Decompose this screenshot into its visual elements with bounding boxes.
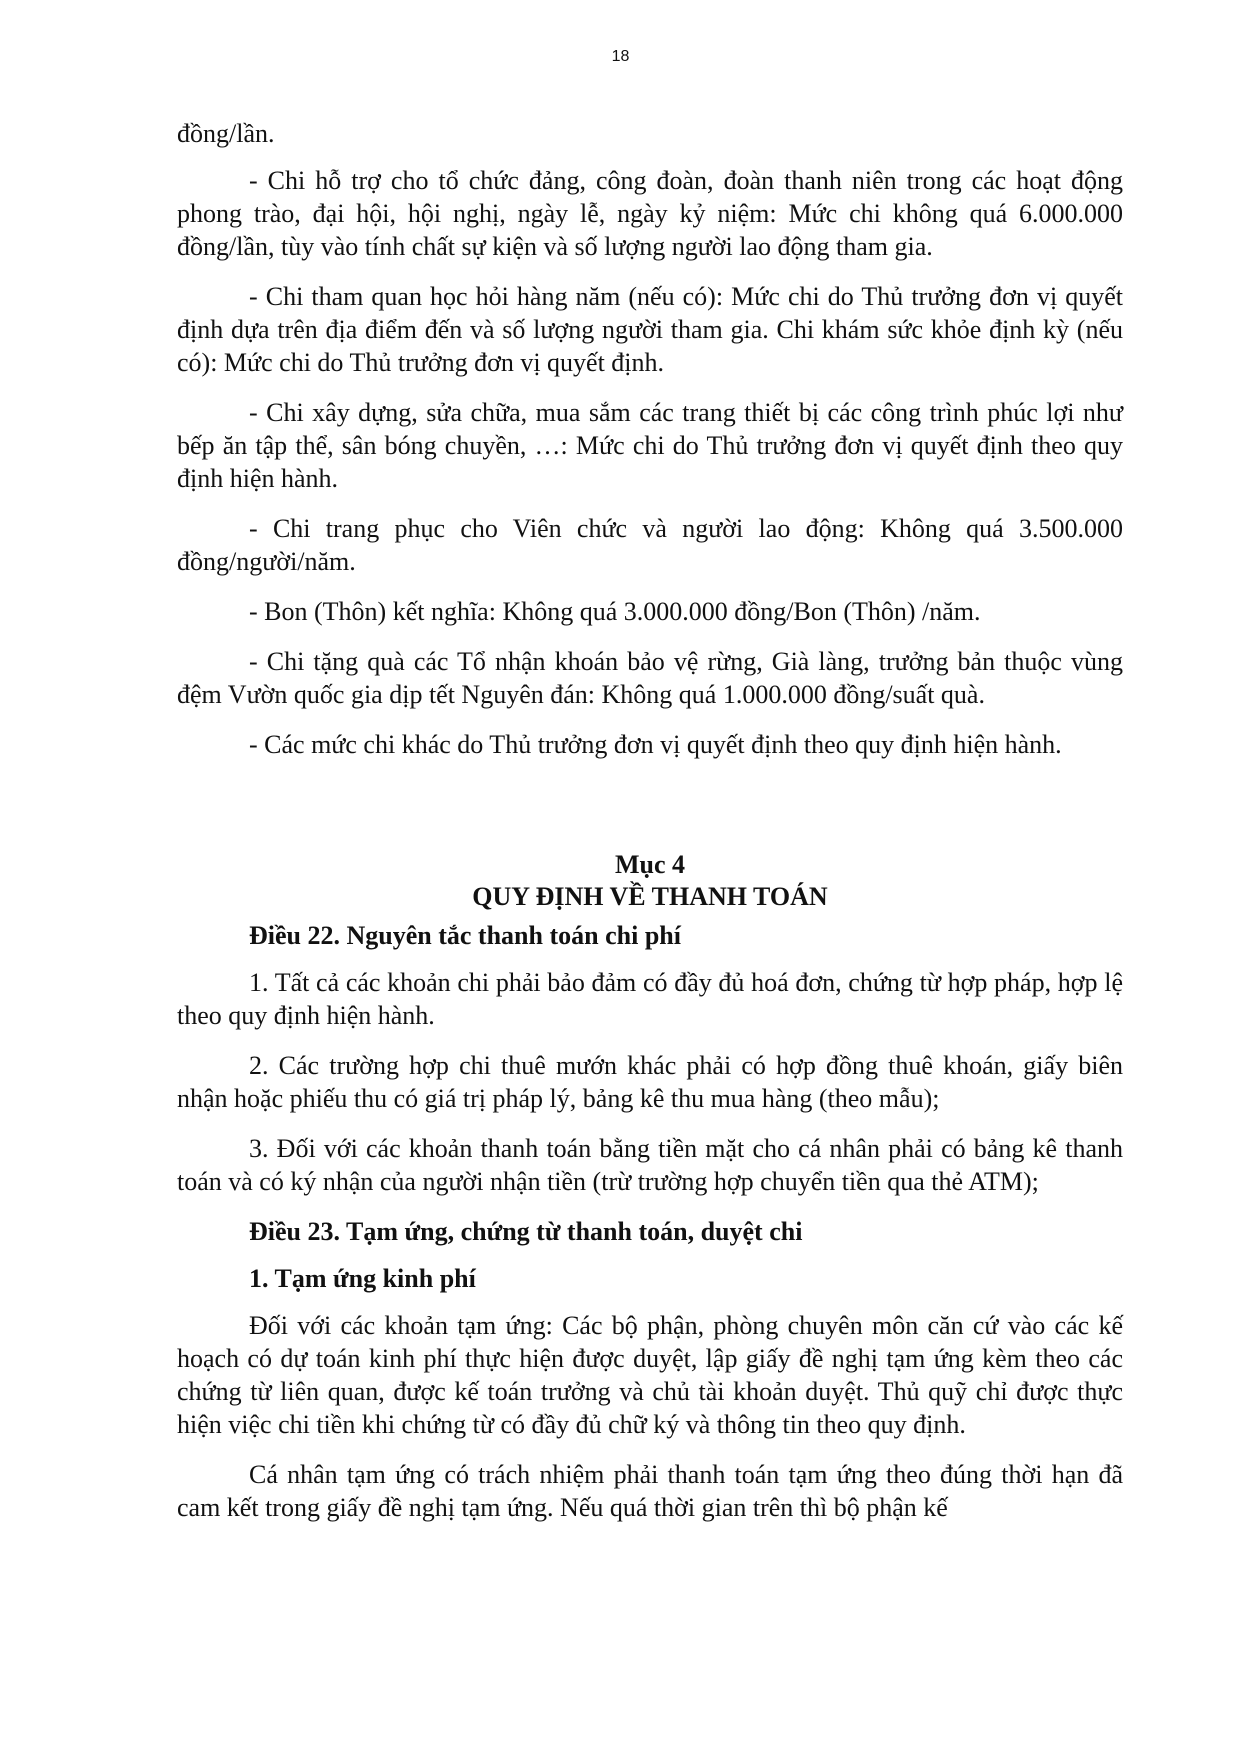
article-23-subheading: 1. Tạm ứng kinh phí: [249, 1264, 476, 1293]
document-body: [177, 117, 1123, 1541]
article-22-heading: Điều 22. Nguyên tắc thanh toán chi phí: [249, 921, 681, 950]
continuation-text: đồng/lần.: [177, 119, 275, 148]
section-title: QUY ĐỊNH VỀ THANH TOÁN: [472, 882, 828, 911]
article-22-item: 1. Tất cả các khoản chi phải bảo đảm có đầy đủ hoá đơn, chứng từ hợp pháp, hợp lệ theo quy định hiện hành.: [177, 968, 1123, 1030]
bullet-item: - Các mức chi khác do Thủ trưởng đơn vị quyết định theo quy định hiện hành.: [249, 730, 1062, 759]
section-label: Mục 4: [614, 850, 686, 879]
article-22-item: 3. Đối với các khoản thanh toán bằng tiền mặt cho cá nhân phải có bảng kê thanh toán và có ký nhận của người nhận tiền (trừ trường hợp chuyển tiền qua thẻ ATM);: [177, 1134, 1123, 1196]
bullet-item: - Chi tham quan học hỏi hàng năm (nếu có): Mức chi do Thủ trưởng đơn vị quyết định dựa trên địa điểm đến và số lượng người tham gia. Chi khám sức khỏe định kỳ (nếu có): Mức chi do Thủ trưởng đơn vị quyết định.: [177, 282, 1123, 377]
bullet-item: - Chi hỗ trợ cho tổ chức đảng, công đoàn, đoàn thanh niên trong các hoạt động phong trào, đại hội, hội nghị, ngày lễ, ngày kỷ niệm: Mức chi không quá 6.000.000 đồng/lần, tùy vào tính chất sự kiện và số lượng người lao động tham gia.: [177, 166, 1123, 261]
bullet-item: - Bon (Thôn) kết nghĩa: Không quá 3.000.000 đồng/Bon (Thôn) /năm.: [249, 597, 981, 626]
section-heading: [177, 849, 1123, 913]
article-23-heading: Điều 23. Tạm ứng, chứng từ thanh toán, duyệt chi: [249, 1217, 803, 1246]
bullet-item: - Chi tặng quà các Tổ nhận khoán bảo vệ rừng, Già làng, trưởng bản thuộc vùng đệm Vườn quốc gia dịp tết Nguyên đán: Không quá 1.000.000 đồng/suất quà.: [177, 647, 1123, 709]
article-23-paragraph: Đối với các khoản tạm ứng: Các bộ phận, phòng chuyên môn căn cứ vào các kế hoạch có dự toán kinh phí thực hiện được duyệt, lập giấy đề nghị tạm ứng kèm theo các chứng từ liên quan, được kế toán trưởng và chủ tài khoản duyệt. Thủ quỹ chỉ được thực hiện việc chi tiền khi chứng từ có đầy đủ chữ ký và thông tin theo quy định.: [177, 1311, 1123, 1439]
bullet-item: - Chi xây dựng, sửa chữa, mua sắm các trang thiết bị các công trình phúc lợi như bếp ăn tập thể, sân bóng chuyền, …: Mức chi do Thủ trưởng đơn vị quyết định theo quy định hiện hành.: [177, 398, 1123, 493]
bullet-item: - Chi trang phục cho Viên chức và người lao động: Không quá 3.500.000 đồng/người/năm.: [177, 514, 1123, 576]
article-22-item: 2. Các trường hợp chi thuê mướn khác phải có hợp đồng thuê khoán, giấy biên nhận hoặc phiếu thu có giá trị pháp lý, bảng kê thu mua hàng (theo mẫu);: [177, 1051, 1123, 1113]
page-number: 18: [611, 48, 630, 65]
article-23-paragraph: Cá nhân tạm ứng có trách nhiệm phải thanh toán tạm ứng theo đúng thời hạn đã cam kết trong giấy đề nghị tạm ứng. Nếu quá thời gian trên thì bộ phận kế: [177, 1460, 1123, 1522]
